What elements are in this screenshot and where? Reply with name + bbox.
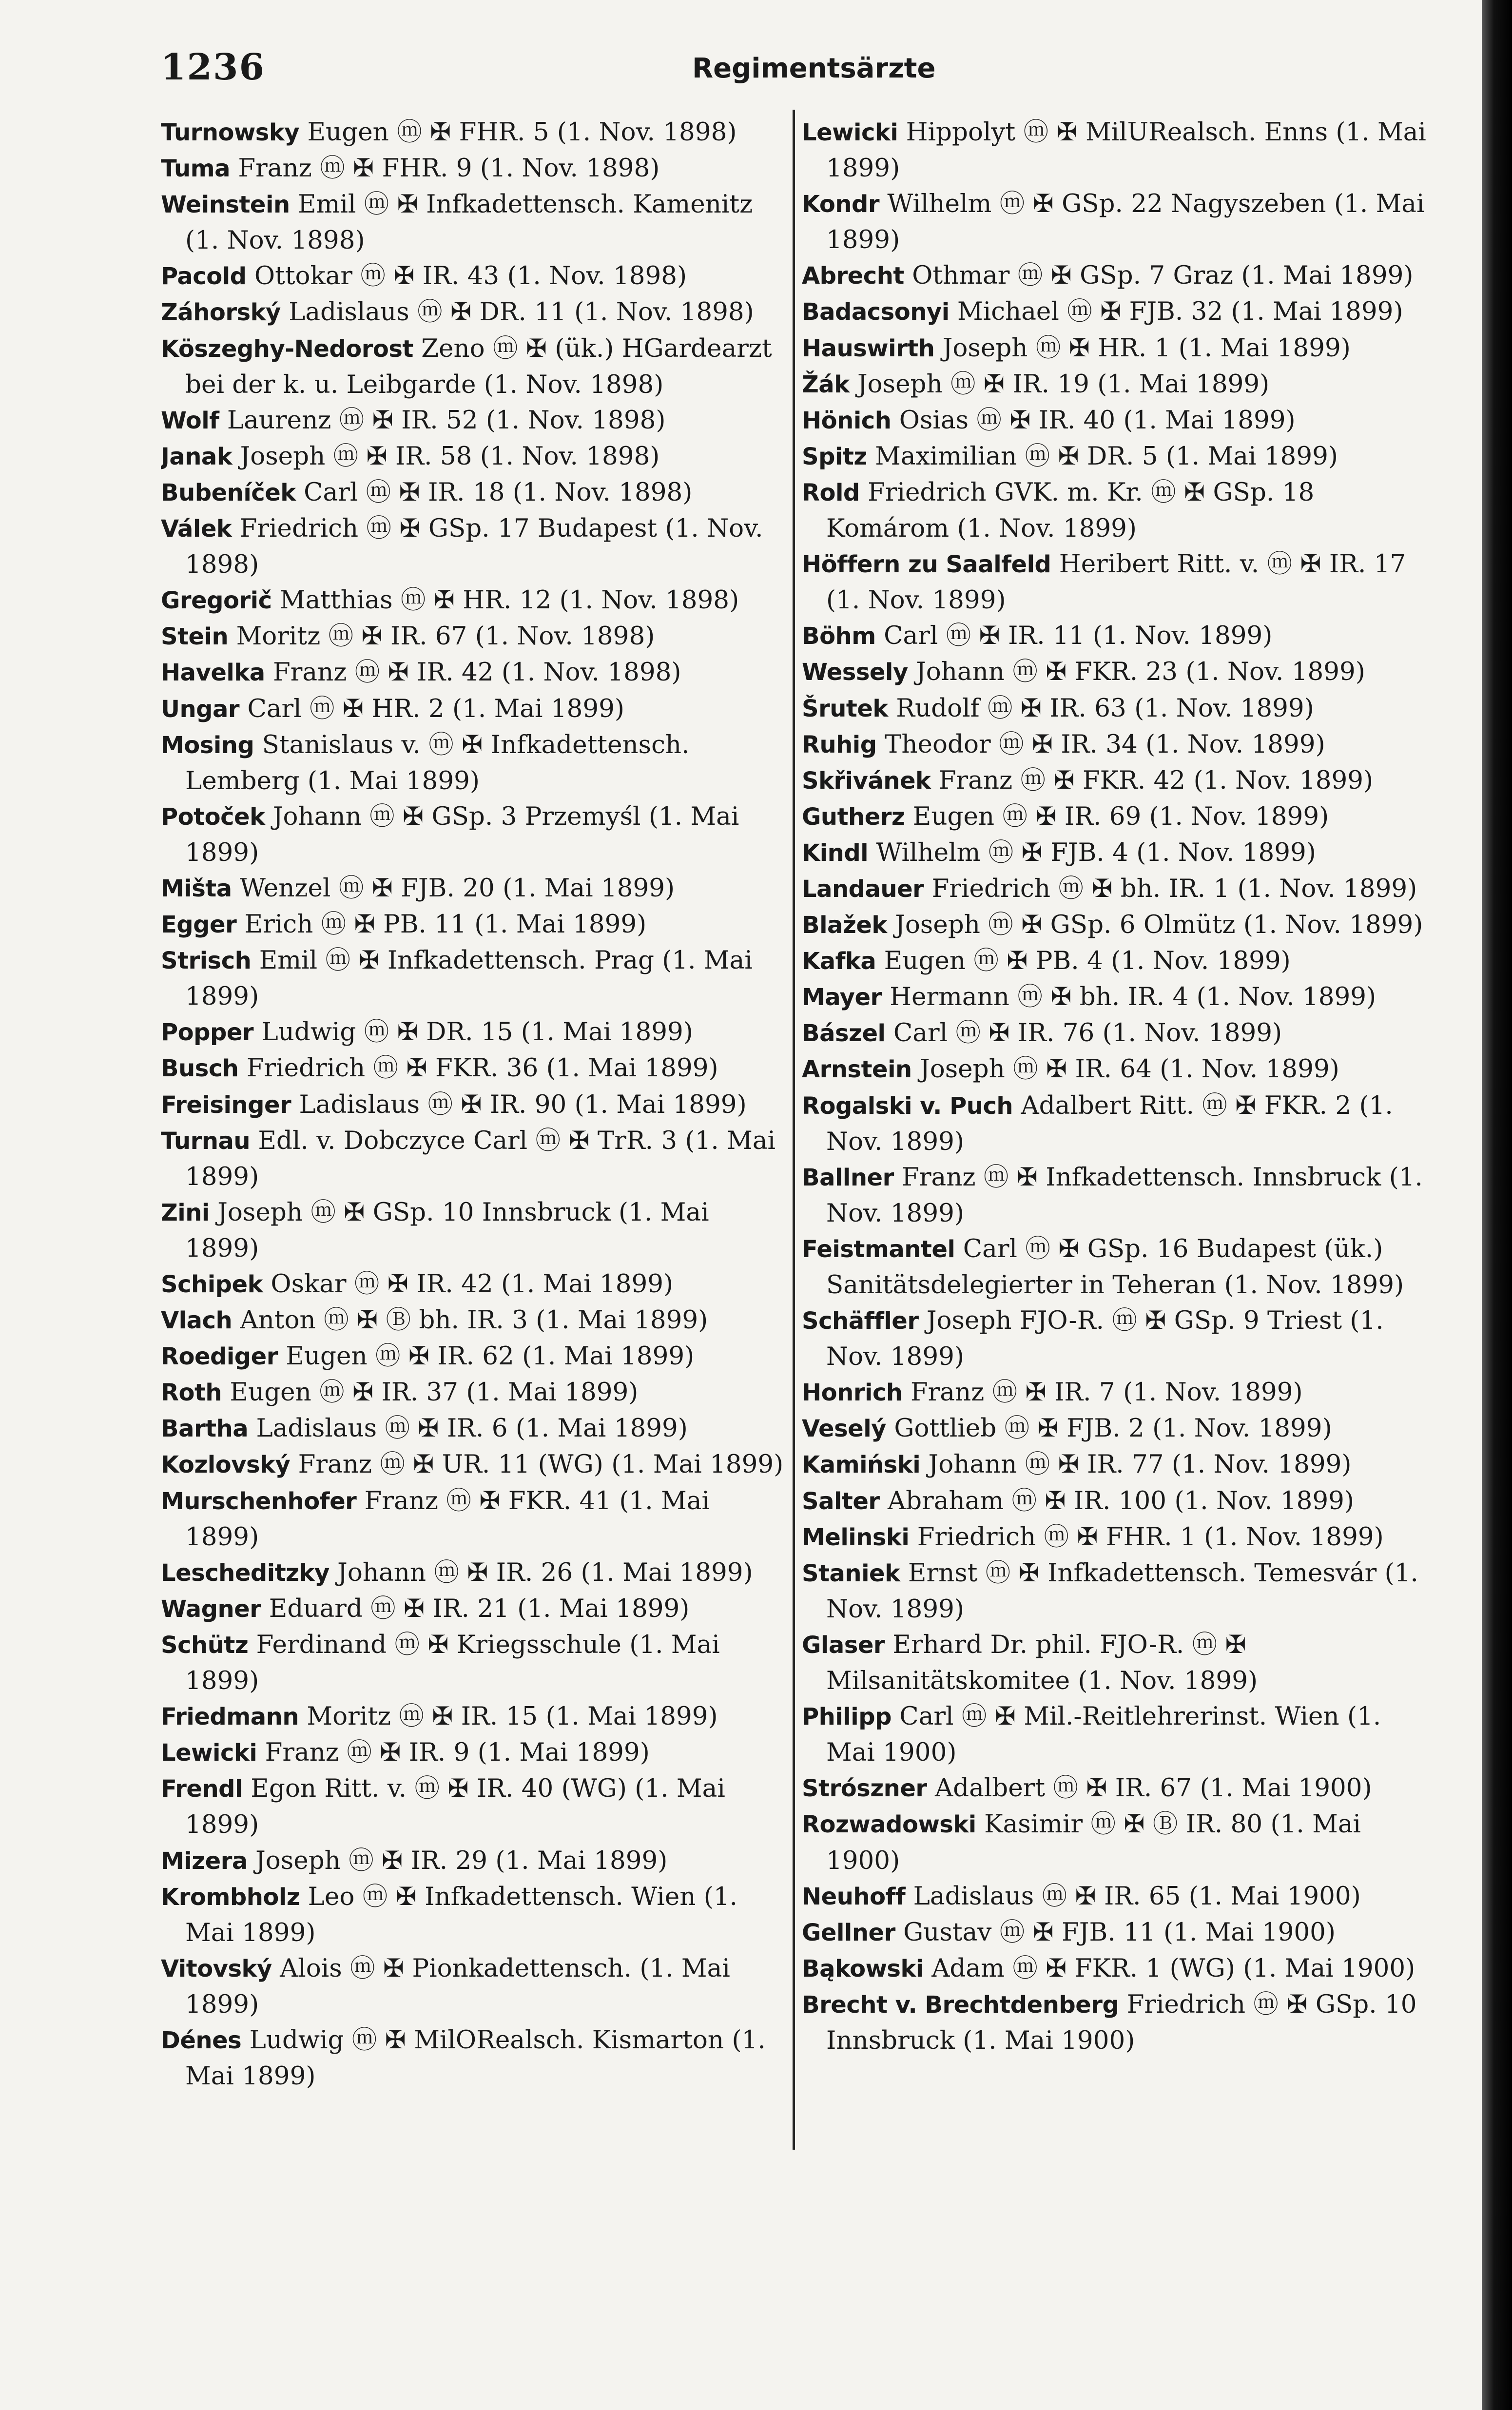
entry-surname: Weinstein (161, 191, 290, 219)
list-item (161, 403, 785, 439)
column-divider (793, 110, 795, 2150)
entry-details: Hippolyt ⓜ ✠ MilURealsch. Enns (1. Mai 1899) (826, 117, 1426, 183)
list-item (161, 331, 785, 403)
entry-details: Wenzel ⓜ ✠ FJB. 20 (1. Mai 1899) (232, 873, 675, 903)
list-item (802, 439, 1431, 475)
entry-surname: Strószner (802, 1775, 927, 1803)
entry-surname: Skřivánek (802, 767, 931, 795)
list-item (802, 1627, 1431, 1699)
entry-details: Leo ⓜ ✠ Infkadettensch. Wien (1. Mai 1899) (185, 1882, 737, 1947)
entry-details: Michael ⓜ ✠ FJB. 32 (1. Mai 1899) (949, 297, 1403, 327)
list-item (161, 439, 785, 475)
entry-surname: Roth (161, 1379, 222, 1407)
list-item (161, 151, 785, 187)
entry-details: Franz ⓜ ✠ IR. 7 (1. Nov. 1899) (902, 1378, 1303, 1407)
entry-surname: Lewicki (802, 119, 898, 146)
entry-details: Franz ⓜ ✠ UR. 11 (WG) (1. Mai 1899) (290, 1450, 784, 1479)
entry-surname: Rogalski v. Puch (802, 1092, 1013, 1120)
entry-details: Moritz ⓜ ✠ IR. 67 (1. Nov. 1898) (228, 622, 655, 651)
list-item (802, 1519, 1431, 1555)
entry-surname: Wolf (161, 407, 219, 434)
entry-surname: Popper (161, 1019, 254, 1047)
list-item (161, 1050, 785, 1087)
list-item (161, 1951, 785, 2022)
entry-details: Wilhelm ⓜ ✠ GSp. 22 Nagyszeben (1. Mai 1899) (826, 189, 1425, 255)
entry-surname: Dénes (161, 2026, 242, 2054)
list-item (161, 1483, 785, 1555)
entry-surname: Hönich (802, 407, 892, 434)
entry-details: Moritz ⓜ ✠ IR. 15 (1. Mai 1899) (299, 1702, 718, 1731)
entry-surname: Kindl (802, 839, 869, 867)
list-item (161, 115, 785, 151)
list-item (161, 1195, 785, 1266)
list-item (802, 799, 1431, 835)
entry-surname: Spitz (802, 443, 867, 470)
entry-surname: Zini (161, 1199, 210, 1226)
list-item (802, 1411, 1431, 1447)
entry-details: Joseph ⓜ ✠ HR. 1 (1. Mai 1899) (934, 333, 1351, 363)
entry-details: Friedrich GVK. m. Kr. ⓜ ✠ GSp. 18 Komárom (1. Nov. 1899) (826, 477, 1315, 544)
entry-surname: Feistmantel (802, 1235, 955, 1263)
entry-surname: Böhm (802, 622, 876, 650)
entry-details: Edl. v. Dobczyce Carl ⓜ ✠ TrR. 3 (1. Mai 1899) (185, 1126, 776, 1191)
list-item (161, 727, 785, 799)
entry-details: Abraham ⓜ ✠ IR. 100 (1. Nov. 1899) (879, 1486, 1354, 1516)
list-item (161, 799, 785, 871)
list-item (802, 618, 1431, 654)
entry-surname: Stein (161, 623, 229, 651)
list-item (802, 1303, 1431, 1375)
entry-surname: Rold (802, 479, 860, 506)
list-item (802, 403, 1431, 439)
entry-surname: Kozlovský (161, 1451, 291, 1479)
entry-details: Carl ⓜ ✠ IR. 18 (1. Nov. 1898) (295, 477, 693, 507)
entry-surname: Blažek (802, 912, 887, 939)
entry-surname: Janak (161, 443, 233, 470)
list-item (802, 1088, 1431, 1160)
list-item (802, 1807, 1431, 1878)
entry-details: Ladislaus ⓜ ✠ DR. 11 (1. Nov. 1898) (280, 297, 754, 327)
entry-details: Franz ⓜ ✠ Infkadettensch. Innsbruck (1. Nov. 1899) (826, 1162, 1423, 1228)
entry-details: Matthias ⓜ ✠ HR. 12 (1. Nov. 1898) (271, 585, 739, 615)
list-item (802, 907, 1431, 943)
list-item (161, 1302, 785, 1339)
entry-surname: Ruhig (802, 731, 877, 758)
list-item (161, 1843, 785, 1879)
entry-surname: Schäffler (802, 1307, 919, 1335)
list-item (161, 907, 785, 943)
entry-surname: Schütz (161, 1631, 249, 1659)
list-item (802, 835, 1431, 871)
list-item (161, 943, 785, 1014)
page-number: 1236 (161, 46, 265, 88)
entry-surname: Brecht v. Brechtdenberg (802, 1991, 1119, 2019)
entry-surname: Philipp (802, 1703, 892, 1731)
entry-details: Franz ⓜ ✠ FKR. 42 (1. Nov. 1899) (930, 765, 1374, 795)
list-item (161, 2022, 785, 2094)
list-item (161, 691, 785, 727)
entry-details: Adam ⓜ ✠ FKR. 1 (WG) (1. Mai 1900) (923, 1953, 1415, 1983)
entry-surname: Vlach (161, 1307, 233, 1335)
list-item (161, 1339, 785, 1375)
entry-details: Adalbert ⓜ ✠ IR. 67 (1. Mai 1900) (927, 1773, 1372, 1803)
entry-details: Maximilian ⓜ ✠ DR. 5 (1. Mai 1899) (867, 441, 1338, 471)
entry-surname: Schipek (161, 1271, 263, 1298)
list-item (161, 655, 785, 691)
entry-details: Franz ⓜ ✠ IR. 42 (1. Nov. 1898) (265, 658, 681, 687)
list-item (802, 727, 1431, 763)
entry-details: Ottokar ⓜ ✠ IR. 43 (1. Nov. 1898) (246, 261, 687, 291)
entry-details: Friedrich ⓜ ✠ FHR. 1 (1. Nov. 1899) (909, 1522, 1384, 1552)
entry-surname: Staniek (802, 1559, 900, 1587)
list-item (802, 1051, 1431, 1088)
entry-surname: Havelka (161, 659, 265, 687)
entry-details: Johann ⓜ ✠ GSp. 3 Przemyśl (1. Mai 1899) (185, 801, 739, 867)
list-item (161, 1266, 785, 1302)
entry-details: Franz ⓜ ✠ IR. 9 (1. Mai 1899) (257, 1738, 650, 1768)
entry-surname: Gutherz (802, 803, 905, 831)
entry-surname: Roediger (161, 1343, 278, 1371)
entry-details: Ladislaus ⓜ ✠ IR. 6 (1. Mai 1899) (248, 1414, 688, 1443)
entry-details: Oskar ⓜ ✠ IR. 42 (1. Mai 1899) (262, 1269, 674, 1299)
entry-details: Zeno ⓜ ✠ (ük.) HGardearzt bei der k. u. Leibgarde (1. Nov. 1898) (185, 333, 772, 399)
list-item (802, 1951, 1431, 1987)
entry-details: Eugen ⓜ ✠ PB. 4 (1. Nov. 1899) (876, 946, 1291, 976)
entry-details: Erich ⓜ ✠ PB. 11 (1. Mai 1899) (236, 910, 647, 939)
entry-details: Joseph ⓜ ✠ GSp. 6 Olmütz (1. Nov. 1899) (887, 910, 1423, 940)
entry-details: Friedrich ⓜ ✠ FKR. 36 (1. Mai 1899) (238, 1053, 718, 1083)
list-item (802, 294, 1431, 330)
entry-details: Gottlieb ⓜ ✠ FJB. 2 (1. Nov. 1899) (886, 1414, 1332, 1443)
list-item (802, 1015, 1431, 1051)
entry-surname: Žák (802, 370, 850, 398)
entry-details: Emil ⓜ ✠ Infkadettensch. Kamenitz (1. Nov. 1898) (185, 190, 753, 255)
entry-surname: Mišta (161, 875, 232, 902)
entry-details: Johann ⓜ ✠ IR. 77 (1. Nov. 1899) (920, 1450, 1352, 1479)
list-item (802, 1915, 1431, 1951)
entry-surname: Potoček (161, 803, 265, 831)
list-item (161, 1771, 785, 1843)
entry-surname: Vitovský (161, 1955, 272, 1982)
entry-surname: Lescheditzky (161, 1559, 330, 1587)
running-head: Regimentsärzte (692, 53, 936, 84)
entry-surname: Ballner (802, 1164, 894, 1191)
entry-surname: Friedmann (161, 1703, 299, 1731)
list-item (802, 546, 1431, 618)
list-item (161, 619, 785, 655)
list-item (161, 1447, 785, 1483)
entry-details: Franz ⓜ ✠ FKR. 41 (1. Mai 1899) (185, 1486, 710, 1552)
entry-surname: Freisinger (161, 1091, 291, 1119)
list-item (802, 115, 1431, 186)
entry-surname: Wessely (802, 659, 908, 686)
entry-details: Eugen ⓜ ✠ IR. 37 (1. Mai 1899) (222, 1378, 639, 1407)
entry-surname: Busch (161, 1055, 239, 1083)
list-item (161, 294, 785, 330)
list-item (161, 187, 785, 258)
entry-details: Alois ⓜ ✠ Pionkadettensch. (1. Mai 1899) (185, 1953, 730, 2019)
entry-details: Friedrich ⓜ ✠ GSp. 10 Innsbruck (1. Mai 1900) (826, 1989, 1417, 2055)
entry-details: Carl ⓜ ✠ IR. 76 (1. Nov. 1899) (885, 1018, 1282, 1048)
entry-details: Carl ⓜ ✠ Mil.-Reitlehrerinst. Wien (1. Mai 1900) (826, 1702, 1381, 1768)
entry-details: Friedrich ⓜ ✠ GSp. 17 Budapest (1. Nov. 1898) (185, 514, 763, 580)
entry-surname: Lewicki (161, 1739, 257, 1767)
list-item (802, 979, 1431, 1015)
entry-details: Carl ⓜ ✠ GSp. 16 Budapest (ük.) Sanitätsdelegierter in Teheran (1. Nov. 1899) (826, 1234, 1404, 1300)
entry-details: Carl ⓜ ✠ IR. 11 (1. Nov. 1899) (875, 621, 1273, 651)
list-item (802, 1375, 1431, 1411)
entry-surname: Salter (802, 1487, 880, 1515)
entry-surname: Bartha (161, 1415, 249, 1443)
entry-details: Theodor ⓜ ✠ IR. 34 (1. Nov. 1899) (876, 729, 1325, 759)
list-item (161, 258, 785, 294)
list-item (161, 1591, 785, 1627)
list-item (802, 1483, 1431, 1519)
list-item (161, 1087, 785, 1123)
entry-surname: Válek (161, 515, 232, 543)
list-item (802, 1160, 1431, 1231)
entry-details: Joseph ⓜ ✠ IR. 58 (1. Nov. 1898) (232, 441, 660, 471)
list-item (802, 654, 1431, 690)
entry-details: Anton ⓜ ✠ Ⓑ bh. IR. 3 (1. Mai 1899) (232, 1305, 708, 1335)
entry-details: Joseph ⓜ ✠ IR. 19 (1. Mai 1899) (849, 369, 1270, 399)
entry-details: Joseph FJO-R. ⓜ ✠ GSp. 9 Triest (1. Nov. 1899) (826, 1306, 1384, 1372)
entry-details: Gustav ⓜ ✠ FJB. 11 (1. Mai 1900) (895, 1917, 1336, 1947)
entry-details: Joseph ⓜ ✠ IR. 29 (1. Mai 1899) (247, 1846, 668, 1875)
list-item (161, 583, 785, 619)
list-item (161, 1879, 785, 1951)
entry-surname: Landauer (802, 875, 924, 903)
list-item (161, 1735, 785, 1771)
list-item (161, 1627, 785, 1699)
entry-details: Joseph ⓜ ✠ IR. 64 (1. Nov. 1899) (911, 1054, 1339, 1084)
entry-surname: Strisch (161, 947, 252, 975)
entry-surname: Glaser (802, 1631, 885, 1659)
entry-details: Ernst ⓜ ✠ Infkadettensch. Temesvár (1. Nov. 1899) (826, 1558, 1418, 1624)
entry-details: Ludwig ⓜ ✠ DR. 15 (1. Mai 1899) (253, 1017, 693, 1047)
entry-surname: Höffern zu Saalfeld (802, 551, 1051, 579)
entry-surname: Badacsonyi (802, 298, 950, 326)
list-item (161, 1555, 785, 1591)
entry-surname: Kafka (802, 948, 876, 975)
entry-surname: Murschenhofer (161, 1487, 357, 1515)
entry-surname: Rozwadowski (802, 1811, 976, 1839)
list-item (802, 475, 1431, 546)
entry-details: Rudolf ⓜ ✠ IR. 63 (1. Nov. 1899) (888, 693, 1314, 723)
entry-surname: Wagner (161, 1595, 261, 1623)
entry-surname: Bubeníček (161, 479, 296, 506)
right-column (802, 115, 1431, 2152)
entry-surname: Egger (161, 911, 237, 939)
entry-surname: Frendl (161, 1775, 243, 1803)
list-item (802, 1231, 1431, 1303)
entry-surname: Turnau (161, 1127, 251, 1155)
entry-surname: Mayer (802, 984, 882, 1011)
entry-details: Kasimir ⓜ ✠ Ⓑ IR. 80 (1. Mai 1900) (826, 1809, 1361, 1875)
entry-surname: Mizera (161, 1847, 248, 1875)
entry-surname: Gregorič (161, 587, 272, 615)
entry-details: Hermann ⓜ ✠ bh. IR. 4 (1. Nov. 1899) (881, 982, 1376, 1012)
entry-details: Joseph ⓜ ✠ GSp. 10 Innsbruck (1. Mai 1899) (185, 1197, 709, 1263)
entry-details: Osias ⓜ ✠ IR. 40 (1. Mai 1899) (891, 405, 1296, 435)
entry-surname: Arnstein (802, 1056, 912, 1084)
list-item (802, 258, 1431, 294)
entry-details: Eugen ⓜ ✠ FHR. 5 (1. Nov. 1898) (299, 117, 737, 147)
entry-details: Friedrich ⓜ ✠ bh. IR. 1 (1. Nov. 1899) (924, 874, 1417, 903)
list-item (161, 871, 785, 907)
entry-details: Ferdinand ⓜ ✠ Kriegsschule (1. Mai 1899) (185, 1630, 720, 1696)
entry-details: Laurenz ⓜ ✠ IR. 52 (1. Nov. 1898) (219, 405, 666, 435)
entry-details: Erhard Dr. phil. FJO-R. ⓜ ✠ Milsanitätskomitee (1. Nov. 1899) (826, 1630, 1258, 1696)
entry-surname: Kondr (802, 191, 880, 218)
entry-surname: Pacold (161, 263, 247, 291)
entry-details: Othmar ⓜ ✠ GSp. 7 Graz (1. Mai 1899) (904, 261, 1414, 291)
list-item (802, 1879, 1431, 1915)
list-item (802, 1699, 1431, 1770)
entry-details: Heribert Ritt. v. ⓜ ✠ IR. 17 (1. Nov. 1899) (826, 549, 1406, 615)
list-item (161, 1411, 785, 1447)
entry-details: Johann ⓜ ✠ IR. 26 (1. Mai 1899) (329, 1557, 753, 1587)
list-item (161, 475, 785, 511)
entry-surname: Bąkowski (802, 1955, 924, 1982)
entry-surname: Mosing (161, 731, 254, 759)
list-item (802, 943, 1431, 979)
list-item (802, 691, 1431, 727)
entry-surname: Melinski (802, 1523, 910, 1551)
entry-details: Adalbert Ritt. ⓜ ✠ FKR. 2 (1. Nov. 1899) (826, 1090, 1393, 1156)
entry-surname: Köszeghy-Nedorost (161, 335, 413, 363)
entry-surname: Honrich (802, 1379, 903, 1407)
entry-surname: Abrecht (802, 262, 904, 290)
list-item (161, 511, 785, 583)
entry-details: Eugen ⓜ ✠ IR. 62 (1. Mai 1899) (277, 1341, 695, 1371)
entry-details: Stanislaus v. ⓜ ✠ Infkadettensch. Lemberg (1. Mai 1899) (185, 730, 690, 796)
list-item (802, 1447, 1431, 1483)
entry-surname: Veselý (802, 1415, 886, 1443)
entry-surname: Tuma (161, 155, 231, 183)
entry-surname: Neuhoff (802, 1883, 906, 1910)
list-item (802, 1770, 1431, 1807)
entry-surname: Gellner (802, 1919, 895, 1946)
list-item (802, 330, 1431, 367)
list-item (802, 871, 1431, 907)
list-item (161, 1123, 785, 1195)
entry-surname: Ungar (161, 695, 240, 723)
entry-details: Ladislaus ⓜ ✠ IR. 65 (1. Mai 1900) (905, 1881, 1361, 1911)
entry-details: Franz ⓜ ✠ FHR. 9 (1. Nov. 1898) (230, 154, 660, 183)
entry-details: Carl ⓜ ✠ HR. 2 (1. Mai 1899) (239, 694, 625, 723)
entry-details: Egon Ritt. v. ⓜ ✠ IR. 40 (WG) (1. Mai 1899) (185, 1774, 725, 1840)
entry-details: Ludwig ⓜ ✠ MilORealsch. Kismarton (1. Mai 1899) (185, 2025, 766, 2091)
list-item (802, 1555, 1431, 1627)
list-item (161, 1375, 785, 1411)
entry-surname: Hauswirth (802, 334, 935, 362)
list-item (802, 367, 1431, 403)
entry-details: Eduard ⓜ ✠ IR. 21 (1. Mai 1899) (261, 1594, 690, 1623)
list-item (161, 1014, 785, 1050)
entry-surname: Turnowsky (161, 119, 300, 146)
entry-details: Eugen ⓜ ✠ IR. 69 (1. Nov. 1899) (905, 801, 1329, 831)
entry-surname: Bászel (802, 1020, 886, 1048)
list-item (802, 186, 1431, 258)
entry-details: Johann ⓜ ✠ FKR. 23 (1. Nov. 1899) (908, 657, 1365, 687)
entry-surname: Krombholz (161, 1883, 300, 1911)
list-item (802, 763, 1431, 799)
entry-details: Ladislaus ⓜ ✠ IR. 90 (1. Mai 1899) (291, 1089, 747, 1119)
list-item (802, 1987, 1431, 2059)
list-item (161, 1699, 785, 1735)
entry-details: Wilhelm ⓜ ✠ FJB. 4 (1. Nov. 1899) (868, 837, 1316, 867)
left-column (161, 115, 785, 2152)
entry-surname: Šrutek (802, 695, 888, 722)
entry-surname: Záhorský (161, 299, 281, 327)
entry-details: Emil ⓜ ✠ Infkadettensch. Prag (1. Mai 1899) (185, 946, 753, 1011)
page-edge (1482, 0, 1512, 2410)
entry-surname: Kamiński (802, 1451, 921, 1479)
